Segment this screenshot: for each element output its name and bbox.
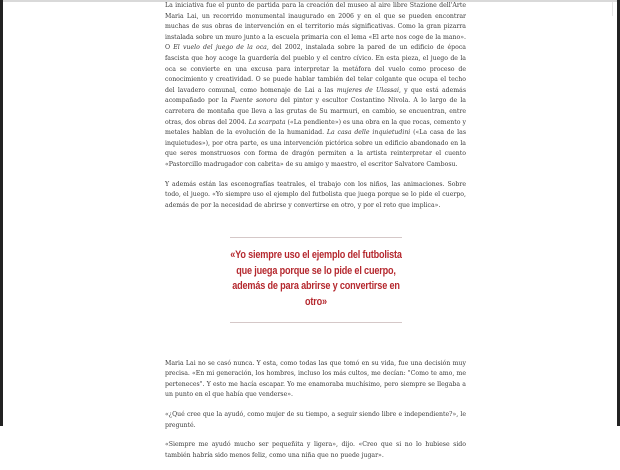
artwork-title: Fuente sonora	[230, 97, 278, 105]
text-segment: Y además están las escenografías teatrales, el trabajo con los niños, las animaciones. Sobre todo, el juego. «Yo siempre uso el ejemplo del futbolista que juega porque se lo pide el cuerpo, además de por la necesidad de abrirse y convertirse en otro, y por el reto que implica».	[165, 180, 466, 209]
paragraph-no-se-caso: Maria Lai no se casó nunca. Y esta, como todas las que tomó en su vida, fue una decisión muy precisa. «En mi generación, los hombres, incluso los más cultos, me decían: "Como te amo, me perteneces". Y esto me hacía escapar. Yo me enamoraba muchísimo, pero siempre se llegaba a un punto en el que había que venderse».	[165, 359, 466, 399]
pullquote	[230, 237, 402, 322]
text-segment: («La pendiente») es una obra en la que rocas, cemento y metales hablan de la evolución de la humanidad.	[165, 118, 466, 137]
article-body	[165, 1, 466, 470]
paragraph-juego	[165, 180, 466, 212]
text-segment: («La casa de las inquietudes»), por otra parte, es una intervención pictórica sobre un edificio abandonado en la que seres monstruosos con forma de dragón permiten a la artista reinterpretar el cuento «Pastorcillo madrugador con cabrita» de su amigo y maestro, el escritor Salvatore Cambosu.	[165, 129, 466, 168]
text-segment: del pintor y escultor Costantino Nivola. A lo largo de la carretera de montaña que lleva a las grutas de Su marmuri, en cambio, se encuentran, entre otras, dos obras del 2004.	[165, 97, 466, 126]
artwork-title: La casa delle inquietudini	[326, 129, 411, 137]
artwork-title: La scarpata	[248, 118, 286, 126]
pullquote-text: «Yo siempre uso el ejemplo del futbolista que juega porque se lo pide el cuerpo, además de para abrirse y convertirse en otro»	[229, 249, 402, 309]
text-segment: , y que está además acompañado por la	[165, 86, 466, 105]
artwork-title: El vuelo del juego de la oca	[173, 44, 267, 52]
paragraph-pregunta: «¿Qué cree que la ayudó, como mujer de su tiempo, a seguir siendo libre e independiente?», le pregunté.	[165, 411, 466, 429]
scrollbar-track[interactable]	[612, 2, 613, 16]
artwork-title: mujeres de Ulassai	[336, 86, 399, 94]
text-segment: La iniciativa fue el punto de partida para la creación del museo al aire libre Stazione dell'Arte Maria Lai, un recorrido monumental inaugurado en 2006 y en el que se pueden encontrar muchas de sus obras de intervención en el territorio más significativas. Como la gran pizarra instalada sobre un muro junto a la escuela primaria con el lema «El arte nos coge de la mano». O	[165, 2, 466, 52]
text-segment: , del 2002, instalada sobre la pared de un edificio de época fascista que hoy acoge la guardería del pueblo y el centro cívico. En esta pieza, el juego de la oca se convierte en una excusa para interpretar la metáfora del vuelo como proceso de conocimiento y creatividad. O se puede hablar también del telar colgante que ocupa el techo del lavadero comunal, como homenaje de Lai a las	[165, 44, 466, 94]
paragraph-respuesta: «Siempre me ayudó mucho ser pequeñita y ligera», dijo. «Creo que si no lo hubiese sido también habría sido menos feliz, como una niña que no puede jugar».	[165, 441, 466, 459]
paragraph-stazione	[165, 1, 466, 171]
window-left-border	[0, 0, 3, 426]
